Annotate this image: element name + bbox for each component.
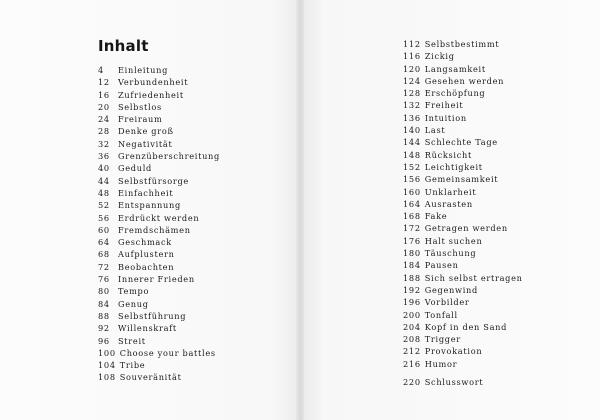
toc-entry-title: Geduld <box>118 163 152 174</box>
toc-entry-title: Täuschung <box>424 248 477 259</box>
toc-page-number: 84 <box>98 298 110 309</box>
toc-entry <box>98 138 220 150</box>
toc-page-number: 132 <box>403 100 421 111</box>
toc-entry <box>403 321 523 333</box>
toc-entry <box>403 210 523 222</box>
toc-entry <box>403 333 523 345</box>
toc-page-number: 192 <box>403 284 421 295</box>
toc-entry-title: Aufplustern <box>118 249 175 260</box>
toc-entry-title: Langsamkeit <box>424 63 486 74</box>
toc-page-number: 80 <box>98 286 110 297</box>
toc-entry <box>98 261 220 273</box>
toc-page-number: 92 <box>98 323 110 334</box>
toc-entry <box>98 101 220 113</box>
toc-entry <box>403 198 523 210</box>
toc-page-number: 176 <box>403 235 421 246</box>
toc-page-number: 112 <box>403 39 421 49</box>
toc-entry <box>98 347 220 359</box>
toc-entry-title: Halt suchen <box>424 235 483 246</box>
toc-page-number: 216 <box>403 358 421 369</box>
toc-page-number: 144 <box>403 137 421 148</box>
toc-entry <box>403 87 523 99</box>
toc-entry <box>403 63 523 75</box>
toc-entry <box>98 64 220 76</box>
toc-entry-title: Sich selbst ertragen <box>424 272 523 283</box>
toc-entry <box>98 162 220 174</box>
toc-page-number: 48 <box>98 187 110 198</box>
toc-entry <box>98 298 220 310</box>
toc-page-number: 88 <box>98 310 110 321</box>
toc-entry-title: Geschmack <box>118 237 172 248</box>
toc-page-number: 4 <box>98 65 104 75</box>
toc-entry <box>98 285 220 297</box>
toc-entry-title: Verbundenheit <box>118 77 189 88</box>
toc-entry-title: Beobachten <box>118 261 175 272</box>
toc-entry <box>403 186 523 198</box>
toc-entry <box>403 309 523 321</box>
toc-entry <box>403 112 523 124</box>
toc-entry-title: Denke groß <box>118 126 174 137</box>
toc-entry-title: Rücksicht <box>424 149 472 160</box>
toc-entry-title: Getragen werden <box>424 223 508 234</box>
toc-entry-title: Negativität <box>118 138 173 149</box>
toc-entry <box>98 150 220 162</box>
toc-entry <box>403 247 523 259</box>
toc-entry-title: Last <box>424 125 446 136</box>
toc-page-number: 200 <box>403 309 421 320</box>
toc-page-number: 68 <box>98 249 110 260</box>
toc-page-number: 184 <box>403 260 421 271</box>
toc-entry <box>98 359 220 371</box>
toc-entry-title: Provokation <box>424 346 483 357</box>
toc-entry-title: Gemeinsamkeit <box>424 174 499 185</box>
toc-entry <box>403 136 523 148</box>
toc-entry-title: Freiheit <box>424 100 464 111</box>
toc-page-number: 36 <box>98 151 110 162</box>
toc-page-number: 204 <box>403 321 421 332</box>
toc-entry <box>98 212 220 224</box>
toc-entry-title: Innerer Frieden <box>118 274 195 285</box>
toc-page-number: 64 <box>98 237 110 248</box>
toc-page-number: 72 <box>98 261 110 272</box>
toc-page-number: 44 <box>98 175 110 186</box>
toc-entry-title: Genug <box>118 298 149 309</box>
toc-entry <box>403 173 523 185</box>
toc-entry <box>98 113 220 125</box>
toc-entry <box>403 235 523 247</box>
toc-entry <box>98 310 220 322</box>
toc-entry-title: Gesehen werden <box>424 75 505 86</box>
toc-entry <box>98 76 220 88</box>
toc-entry-title: Trigger <box>424 334 461 345</box>
toc-entry <box>403 259 523 271</box>
toc-page-number: 124 <box>403 75 421 86</box>
toc-page-number: 148 <box>403 149 421 160</box>
toc-page-number: 208 <box>403 334 421 345</box>
toc-page-number: 116 <box>403 51 421 62</box>
toc-entry-title: Entspannung <box>118 200 181 211</box>
toc-entry <box>98 335 220 347</box>
toc-entry <box>98 248 220 260</box>
toc-entry <box>403 75 523 87</box>
toc-page-number: 20 <box>98 101 110 112</box>
toc-list-left <box>98 64 220 384</box>
toc-page-number: 220 <box>403 377 421 388</box>
toc-page-number: 188 <box>403 272 421 283</box>
toc-entry-title: Selbstbestimmt <box>424 39 500 49</box>
toc-entry <box>403 296 523 308</box>
toc-entry <box>403 99 523 111</box>
toc-entry-title: Zickig <box>424 51 455 62</box>
toc-entry <box>98 371 220 383</box>
toc-entry-title: Choose your battles <box>119 347 216 358</box>
toc-page-number: 156 <box>403 174 421 185</box>
toc-page-number: 196 <box>403 297 421 308</box>
toc-page-number: 120 <box>403 63 421 74</box>
toc-page-number: 128 <box>403 88 421 99</box>
toc-page-number: 28 <box>98 126 110 137</box>
toc-entry <box>98 175 220 187</box>
toc-entry-title: Leichtigkeit <box>424 161 483 172</box>
toc-entry <box>403 358 523 370</box>
toc-entry-title: Freiraum <box>118 114 163 125</box>
toc-page-number: 172 <box>403 223 421 234</box>
toc-entry <box>403 38 523 50</box>
toc-page-number: 76 <box>98 274 110 285</box>
toc-entry <box>98 273 220 285</box>
toc-entry-title: Selbstlos <box>118 101 162 112</box>
toc-page-number: 164 <box>403 198 421 209</box>
toc-entry-title: Ausrasten <box>424 198 473 209</box>
toc-entry-title: Pausen <box>424 260 459 271</box>
toc-list-right <box>403 38 523 388</box>
toc-page-number: 160 <box>403 186 421 197</box>
toc-page-number: 12 <box>98 77 110 88</box>
toc-entry-title: Willenskraft <box>118 323 177 334</box>
toc-page-number: 140 <box>403 125 421 136</box>
toc-entry <box>403 50 523 62</box>
toc-entry <box>403 124 523 136</box>
toc-entry <box>403 161 523 173</box>
toc-page-number: 60 <box>98 224 110 235</box>
toc-entry <box>98 199 220 211</box>
toc-page-number: 108 <box>98 372 116 383</box>
toc-entry <box>403 345 523 357</box>
toc-entry-title: Souveränität <box>119 372 182 383</box>
toc-page-number: 52 <box>98 200 110 211</box>
toc-entry-title: Humor <box>424 358 458 369</box>
toc-entry-title: Einfachheit <box>118 187 174 198</box>
toc-entry-title: Schlusswort <box>424 377 484 388</box>
toc-page-number: 16 <box>98 89 110 100</box>
toc-page-number: 104 <box>98 360 116 371</box>
toc-entry-title: Selbstführung <box>118 310 187 321</box>
toc-page-number: 152 <box>403 161 421 172</box>
toc-page-number: 32 <box>98 138 110 149</box>
toc-entry-title: Intuition <box>424 112 467 123</box>
toc-entry <box>98 89 220 101</box>
toc-entry-title: Erdrückt werden <box>118 212 200 223</box>
toc-page-number: 24 <box>98 114 110 125</box>
toc-page-number: 136 <box>403 112 421 123</box>
toc-entry-title: Grenzüberschreitung <box>118 151 220 162</box>
toc-entry <box>98 236 220 248</box>
toc-entry <box>98 187 220 199</box>
toc-entry-title: Streit <box>118 335 146 346</box>
toc-page-number: 56 <box>98 212 110 223</box>
toc-page-number: 96 <box>98 335 110 346</box>
toc-entry-title: Tempo <box>118 286 150 297</box>
toc-entry-title: Fremdschämen <box>118 224 191 235</box>
toc-entry <box>403 284 523 296</box>
toc-entry-title: Tribe <box>119 360 146 371</box>
toc-entry-title: Gegenwind <box>424 284 478 295</box>
toc-entry-title: Erschöpfung <box>424 88 486 99</box>
toc-entry <box>403 222 523 234</box>
toc-entry-title: Kopf in den Sand <box>424 321 508 332</box>
toc-entry-title: Selbstfürsorge <box>118 175 189 186</box>
toc-entry <box>403 149 523 161</box>
toc-entry-title: Einleitung <box>118 65 169 75</box>
toc-entry-title: Zufriedenheit <box>118 89 184 100</box>
toc-page-number: 100 <box>98 347 116 358</box>
toc-entry <box>98 224 220 236</box>
toc-entry-title: Schlechte Tage <box>424 137 498 148</box>
toc-entry-title: Unklarheit <box>424 186 477 197</box>
toc-entry-title: Fake <box>424 211 448 222</box>
toc-entry <box>98 125 220 137</box>
toc-page-number: 40 <box>98 163 110 174</box>
toc-entry-title: Vorbilder <box>424 297 470 308</box>
page-title: Inhalt <box>98 37 149 55</box>
toc-page-number: 180 <box>403 248 421 259</box>
toc-entry-title: Tonfall <box>424 309 458 320</box>
toc-page-number: 212 <box>403 346 421 357</box>
toc-entry <box>403 272 523 284</box>
book-gutter <box>296 0 304 420</box>
toc-page-number: 168 <box>403 211 421 222</box>
toc-entry <box>98 322 220 334</box>
toc-entry <box>403 376 523 388</box>
